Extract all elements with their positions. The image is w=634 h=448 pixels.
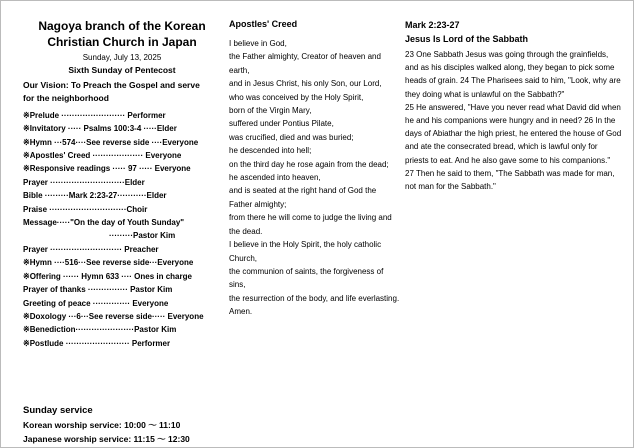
creed-line: the resurrection of the body, and life everlasting. [229, 293, 400, 303]
order-line: Bible ·········Mark 2:23-27···········Elder [23, 191, 167, 201]
creed-line: Amen. [229, 307, 253, 317]
scripture-paragraph: 25 He answered, "Have you never read what David did when he and his companions were hungry and in need? 26 In the days of Abiathar the high priest, he entered the house of God and ate the consecrated bread, which is lawful only for priests to eat. And he also gave some to his companions." [405, 102, 622, 165]
liturgical-sunday-name: Sixth Sunday of Pentecost [68, 65, 176, 76]
order-line: Greeting of peace ·············· Everyone [23, 298, 169, 308]
korean-service-time: Korean worship service: 10:00 ～ 11:10 [23, 420, 181, 430]
creed-line: he ascended into heaven, [229, 173, 321, 183]
japanese-service-time: Japanese worship service: 11:15 ～ 12:30 [23, 434, 190, 444]
vision-line1: Our Vision: To Preach the Gospel and serve [23, 80, 200, 91]
creed-line: was crucified, died and was buried; [229, 132, 354, 142]
scripture-column [405, 19, 623, 193]
vision-line2: for the neighborhood [23, 92, 109, 103]
order-line: ※Doxology ···6···See reverse side····· Everyone [23, 311, 204, 321]
order-line: Prayer of thanks ··············· Pastor Kim [23, 285, 173, 295]
creed-line: I believe in God, [229, 39, 287, 48]
creed-line: who was conceived by the Holy Spirit, [229, 92, 364, 102]
creed-line: he descended into hell; [229, 146, 312, 156]
order-line: Prayer ··························· Preacher [23, 244, 159, 254]
creed-line: born of the Virgin Mary, [229, 106, 312, 116]
sunday-service-title: Sunday service [23, 405, 93, 416]
scripture-paragraph: 27 Then he said to them, "The Sabbath was made for man, not man for the Sabbath." [405, 168, 615, 192]
creed-line: and in Jesus Christ, his only Son, our Lord, [229, 79, 382, 89]
order-line: ※Offering ······ Hymn 633 ···· Ones in charge [23, 271, 192, 281]
order-line: ※Benediction······················Pastor Kim [23, 325, 177, 335]
creed-line: on the third day he rose again from the dead; [229, 159, 389, 169]
order-line: ※Postlude ························ Performer [23, 338, 171, 348]
creed-line: the communion of saints, the forgiveness of sins, [229, 266, 384, 290]
church-title-line1: Nagoya branch of the Korean [38, 19, 206, 33]
order-of-service-column [23, 19, 221, 350]
service-date: Sunday, July 13, 2025 [82, 53, 162, 63]
order-of-service-list [23, 109, 221, 350]
creed-line: from there he will come to judge the living and the dead. [229, 213, 392, 236]
order-line: ※Invitatory ····· Psalms 100:3-4 ·····Elder [23, 124, 177, 134]
vision-statement [23, 79, 221, 104]
order-line: ·········Pastor Kim [109, 231, 176, 241]
order-line: Message·····"On the day of Youth Sunday" [23, 218, 185, 228]
creed-line: the Father almighty, Creator of heaven and earth, [229, 52, 381, 75]
scripture-reference: Mark 2:23-27 [405, 20, 460, 30]
church-title-line2: Christian Church in Japan [47, 34, 197, 49]
order-line: Prayer ····························Elder [23, 177, 145, 187]
creed-line: and is seated at the right hand of God the Father almighty; [229, 186, 377, 209]
order-line: Praise ·····························Choir [23, 204, 148, 214]
apostles-creed-column [229, 19, 401, 319]
order-line: ※Hymn ···574····See reverse side ····Everyone [23, 137, 199, 147]
order-line: ※Responsive readings ····· 97 ····· Everyone [23, 164, 191, 174]
scripture-paragraph: 23 One Sabbath Jesus was going through the grainfields, and as his disciples walked along, they began to pick some heads of grain. 24 The Pharisees said to him, "Look, why are they doing what is unlawful on the Sabbath?" [405, 50, 621, 99]
order-line: ※Apostles' Creed ··················· Everyone [23, 151, 182, 161]
scripture-text [405, 48, 623, 193]
scripture-title: Jesus Is Lord of the Sabbath [405, 33, 529, 44]
sunday-service-info [23, 404, 190, 446]
creed-line: I believe in the Holy Spirit, the holy catholic Church, [229, 240, 382, 263]
order-line: ※Prelude ························ Performer [23, 110, 166, 120]
creed-line: suffered under Pontius Pilate, [229, 119, 334, 129]
apostles-creed-text [229, 37, 401, 319]
order-line: ※Hymn ····516···See reverse side···Everyone [23, 258, 194, 268]
church-title [23, 19, 221, 50]
apostles-creed-title: Apostles' Creed [229, 19, 298, 29]
